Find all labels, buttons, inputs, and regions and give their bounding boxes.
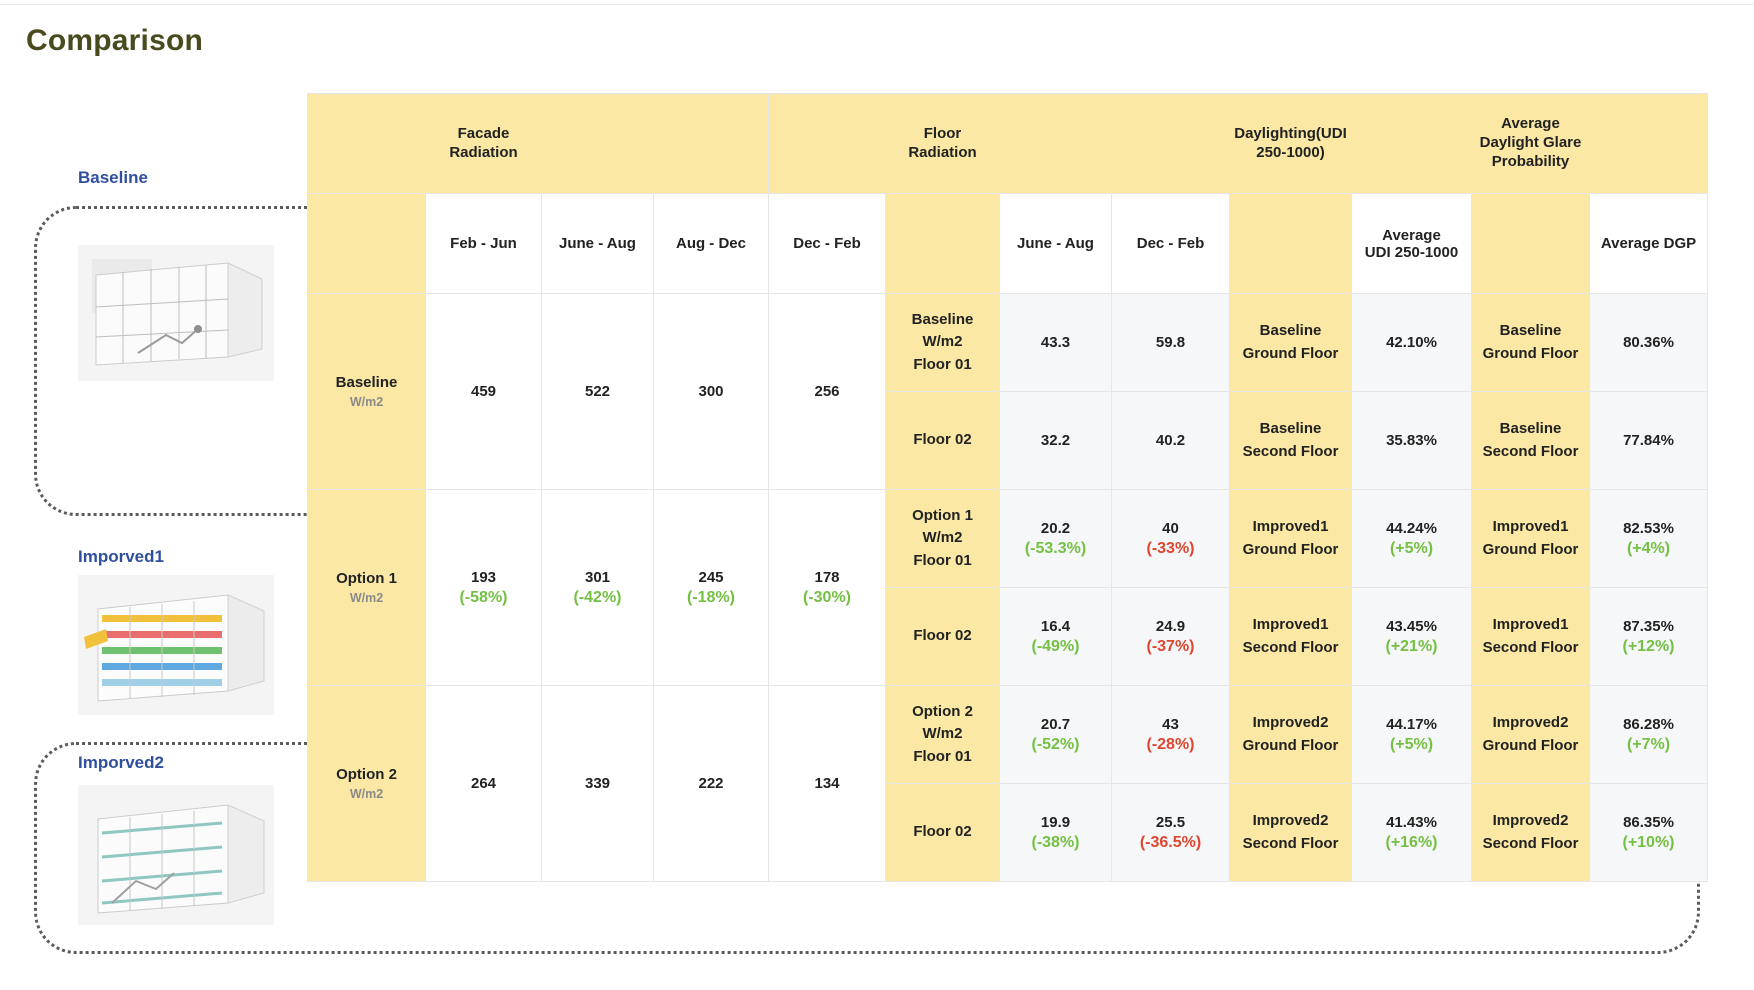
dgp-label-line2: Ground Floor xyxy=(1482,344,1579,362)
row-label-improved1: Imporved1 xyxy=(78,547,164,566)
group-header-spacer-1 xyxy=(308,94,426,194)
group-header-daylighting xyxy=(1230,94,1352,194)
floor-value: 20.2 xyxy=(1040,519,1071,537)
cell-floor-label-option2-02 xyxy=(886,784,1000,882)
udi-label-line1: Baseline xyxy=(1259,420,1322,437)
sub-header-june-aug-facade: June - Aug xyxy=(542,194,654,294)
udi-value: 44.17% xyxy=(1386,715,1437,733)
avg-udi-line1: Average xyxy=(1382,226,1441,244)
udi-label-line2: Ground Floor xyxy=(1242,736,1339,754)
sub-header-avg-udi xyxy=(1352,194,1472,294)
floor-label-floor: Floor 01 xyxy=(913,747,972,765)
cell-dgp-label xyxy=(1472,490,1590,588)
cell-floor-label-baseline-01 xyxy=(886,294,1000,392)
cell-udi-label xyxy=(1230,588,1352,686)
cell-udi-value: 42.10% xyxy=(1352,294,1472,392)
dgp-delta: (+10%) xyxy=(1622,833,1675,851)
floor-label-unit: W/m2 xyxy=(922,725,963,743)
floor-delta: (-52%) xyxy=(1031,735,1080,753)
glare-line2: Daylight Glare xyxy=(1479,134,1582,152)
cell-floor-june-aug xyxy=(1000,588,1112,686)
sub-header-spacer-3 xyxy=(1230,194,1352,294)
udi-delta: (+5%) xyxy=(1389,539,1434,557)
facade-value: 178 xyxy=(814,568,840,586)
cell-facade-june-aug: 522 xyxy=(542,294,654,490)
cell-dgp-label xyxy=(1472,588,1590,686)
floor-delta: (-33%) xyxy=(1146,539,1195,557)
cell-floor-dec-feb: 40.2 xyxy=(1112,392,1230,490)
floor-label-name: Option 2 xyxy=(912,702,973,720)
dgp-label-line1: Improved1 xyxy=(1492,518,1569,535)
cell-floor-dec-feb: 59.8 xyxy=(1112,294,1230,392)
cell-udi-label xyxy=(1230,490,1352,588)
cell-udi-value: 35.83% xyxy=(1352,392,1472,490)
table-row xyxy=(308,686,1708,784)
cell-dgp-value: 77.84% xyxy=(1590,392,1708,490)
dgp-label-line2: Second Floor xyxy=(1482,638,1579,656)
cell-udi-label xyxy=(1230,784,1352,882)
dgp-value: 86.35% xyxy=(1623,813,1674,831)
cell-floor-june-aug: 32.2 xyxy=(1000,392,1112,490)
floor-value: 24.9 xyxy=(1155,617,1186,635)
row-label-cell-baseline xyxy=(308,294,426,490)
cell-floor-label-baseline-02 xyxy=(886,392,1000,490)
sub-header-spacer-1 xyxy=(308,194,426,294)
cell-facade-june-aug xyxy=(542,490,654,686)
floor-delta: (-49%) xyxy=(1031,637,1080,655)
facade-value: 245 xyxy=(698,568,724,586)
cell-facade-feb-jun: 459 xyxy=(426,294,542,490)
cell-floor-dec-feb xyxy=(1112,686,1230,784)
top-divider xyxy=(0,4,1754,5)
dgp-label-line2: Ground Floor xyxy=(1482,736,1579,754)
dgp-delta: (+7%) xyxy=(1626,735,1671,753)
sub-header-aug-dec: Aug - Dec xyxy=(654,194,769,294)
group-header-spacer-5 xyxy=(1000,94,1112,194)
page-title: Comparison xyxy=(26,24,204,57)
facade-delta: (-18%) xyxy=(686,588,735,606)
cell-dgp-label xyxy=(1472,294,1590,392)
cell-facade-dec-feb: 134 xyxy=(769,686,886,882)
floor-label-floor: Floor 01 xyxy=(913,355,972,373)
floor-label-floor: Floor 02 xyxy=(913,823,972,841)
udi-label-line1: Improved1 xyxy=(1252,518,1329,535)
dgp-label-line1: Improved1 xyxy=(1492,616,1569,633)
cell-facade-dec-feb: 256 xyxy=(769,294,886,490)
floor-label-floor: Floor 02 xyxy=(913,627,972,645)
sub-header-avg-dgp: Average DGP xyxy=(1590,194,1708,294)
udi-label-line1: Improved1 xyxy=(1252,616,1329,633)
sub-header-dec-feb-floor: Dec - Feb xyxy=(1112,194,1230,294)
cell-facade-feb-jun: 264 xyxy=(426,686,542,882)
dgp-value: 87.35% xyxy=(1623,617,1674,635)
cell-floor-june-aug xyxy=(1000,490,1112,588)
dgp-delta: (+4%) xyxy=(1626,539,1671,557)
sub-header-spacer-4 xyxy=(1472,194,1590,294)
floor-value: 40 xyxy=(1162,519,1179,537)
dgp-label-line1: Improved2 xyxy=(1492,812,1569,829)
cell-dgp-label xyxy=(1472,784,1590,882)
dgp-label-line2: Second Floor xyxy=(1482,442,1579,460)
comparison-table-wrapper xyxy=(307,93,1707,882)
table-row xyxy=(308,294,1708,392)
daylighting-line2: 250-1000) xyxy=(1256,143,1325,161)
group-header-spacer-7 xyxy=(1352,94,1472,194)
facade-delta: (-30%) xyxy=(802,588,851,606)
cell-floor-dec-feb xyxy=(1112,490,1230,588)
improved1-render-icon xyxy=(78,575,274,715)
group-header-spacer-8 xyxy=(1590,94,1708,194)
cell-facade-aug-dec: 222 xyxy=(654,686,769,882)
row-label-improved2: Imporved2 xyxy=(78,753,164,772)
cell-dgp-value xyxy=(1590,686,1708,784)
cell-floor-label-option1-02 xyxy=(886,588,1000,686)
udi-label-line1: Improved2 xyxy=(1252,714,1329,731)
table-group-header-row xyxy=(308,94,1708,194)
row-label-unit: W/m2 xyxy=(349,395,384,410)
udi-value: 44.24% xyxy=(1386,519,1437,537)
dgp-label-line1: Improved2 xyxy=(1492,714,1569,731)
cell-udi-value xyxy=(1352,588,1472,686)
dgp-value: 82.53% xyxy=(1623,519,1674,537)
facade-delta: (-42%) xyxy=(573,588,622,606)
avg-udi-line2: UDI 250-1000 xyxy=(1364,243,1459,261)
cell-floor-june-aug xyxy=(1000,784,1112,882)
row-label-text: Option 1 xyxy=(336,569,397,587)
dgp-value: 86.28% xyxy=(1623,715,1674,733)
daylighting-line1: Daylighting(UDI xyxy=(1234,124,1347,142)
facade-delta: (-58%) xyxy=(459,588,508,606)
floor-label-floor: Floor 01 xyxy=(913,551,972,569)
cell-udi-value xyxy=(1352,686,1472,784)
udi-delta: (+16%) xyxy=(1385,833,1438,851)
floor-label-unit: W/m2 xyxy=(922,529,963,547)
floor-value: 19.9 xyxy=(1040,813,1071,831)
udi-label-line2: Second Floor xyxy=(1242,638,1339,656)
cell-dgp-label xyxy=(1472,392,1590,490)
cell-facade-aug-dec: 300 xyxy=(654,294,769,490)
group-header-spacer-2 xyxy=(542,94,654,194)
dgp-label-line2: Second Floor xyxy=(1482,834,1579,852)
table-row xyxy=(308,490,1708,588)
sub-header-feb-jun: Feb - Jun xyxy=(426,194,542,294)
floor-label-name: Baseline xyxy=(911,310,974,328)
cell-dgp-value xyxy=(1590,784,1708,882)
facade-radiation-line2: Radiation xyxy=(449,143,518,161)
udi-label-line2: Ground Floor xyxy=(1242,344,1339,362)
glare-line3: Probability xyxy=(1491,152,1570,170)
cell-udi-label xyxy=(1230,294,1352,392)
group-header-facade-radiation xyxy=(426,94,542,194)
facade-value: 193 xyxy=(470,568,497,586)
dgp-label-line1: Baseline xyxy=(1499,420,1562,437)
udi-label-line2: Second Floor xyxy=(1242,834,1339,852)
floor-delta: (-53.3%) xyxy=(1024,539,1087,557)
sub-header-june-aug-floor: June - Aug xyxy=(1000,194,1112,294)
cell-dgp-value xyxy=(1590,490,1708,588)
row-label-text: Baseline xyxy=(335,373,398,391)
improved2-render-icon xyxy=(78,785,274,925)
cell-facade-dec-feb xyxy=(769,490,886,686)
floor-value: 43 xyxy=(1162,715,1179,733)
floor-label-floor: Floor 02 xyxy=(913,431,972,449)
udi-value: 41.43% xyxy=(1386,813,1437,831)
group-header-glare xyxy=(1472,94,1590,194)
group-header-spacer-4 xyxy=(769,94,886,194)
group-header-floor-radiation: Floor Radiation xyxy=(886,94,1000,194)
improved1-render-thumbnail xyxy=(78,575,274,715)
floor-value: 20.7 xyxy=(1040,715,1071,733)
udi-label-line2: Second Floor xyxy=(1242,442,1339,460)
cell-udi-label xyxy=(1230,392,1352,490)
cell-floor-label-option1-01 xyxy=(886,490,1000,588)
facade-value: 301 xyxy=(584,568,611,586)
row-label-unit: W/m2 xyxy=(349,591,384,606)
improved2-render-thumbnail xyxy=(78,785,274,925)
cell-floor-label-option2-01 xyxy=(886,686,1000,784)
facade-radiation-line1: Facade xyxy=(457,124,510,142)
dgp-delta: (+12%) xyxy=(1622,637,1675,655)
udi-value: 43.45% xyxy=(1386,617,1437,635)
floor-delta: (-36.5%) xyxy=(1139,833,1202,851)
udi-delta: (+5%) xyxy=(1389,735,1434,753)
cell-udi-value xyxy=(1352,490,1472,588)
floor-value: 16.4 xyxy=(1040,617,1071,635)
baseline-render-icon xyxy=(78,245,274,381)
sub-header-spacer-2 xyxy=(886,194,1000,294)
baseline-render-thumbnail xyxy=(78,245,274,381)
glare-line1: Average xyxy=(1501,115,1560,133)
udi-label-line2: Ground Floor xyxy=(1242,540,1339,558)
dgp-label-line2: Ground Floor xyxy=(1482,540,1579,558)
cell-facade-aug-dec xyxy=(654,490,769,686)
group-header-spacer-6 xyxy=(1112,94,1230,194)
cell-floor-june-aug xyxy=(1000,686,1112,784)
floor-label-name: Option 1 xyxy=(912,506,973,524)
cell-dgp-value xyxy=(1590,588,1708,686)
dgp-label-line1: Baseline xyxy=(1499,322,1562,339)
cell-facade-june-aug: 339 xyxy=(542,686,654,882)
cell-udi-label xyxy=(1230,686,1352,784)
sub-header-dec-feb-facade: Dec - Feb xyxy=(769,194,886,294)
cell-floor-dec-feb xyxy=(1112,588,1230,686)
floor-delta: (-38%) xyxy=(1031,833,1080,851)
floor-label-unit: W/m2 xyxy=(922,333,963,351)
comparison-table xyxy=(307,93,1708,882)
cell-floor-june-aug: 43.3 xyxy=(1000,294,1112,392)
floor-value: 25.5 xyxy=(1155,813,1186,831)
group-header-spacer-3 xyxy=(654,94,769,194)
floor-delta: (-37%) xyxy=(1146,637,1195,655)
row-label-cell-option2 xyxy=(308,686,426,882)
floor-delta: (-28%) xyxy=(1146,735,1195,753)
cell-dgp-value: 80.36% xyxy=(1590,294,1708,392)
cell-udi-value xyxy=(1352,784,1472,882)
cell-floor-dec-feb xyxy=(1112,784,1230,882)
table-sub-header-row xyxy=(308,194,1708,294)
udi-label-line1: Baseline xyxy=(1259,322,1322,339)
udi-delta: (+21%) xyxy=(1385,637,1438,655)
cell-facade-feb-jun xyxy=(426,490,542,686)
row-label-cell-option1 xyxy=(308,490,426,686)
udi-label-line1: Improved2 xyxy=(1252,812,1329,829)
row-label-unit: W/m2 xyxy=(349,787,384,802)
cell-dgp-label xyxy=(1472,686,1590,784)
row-label-text: Option 2 xyxy=(336,765,397,783)
row-label-baseline: Baseline xyxy=(78,168,148,187)
